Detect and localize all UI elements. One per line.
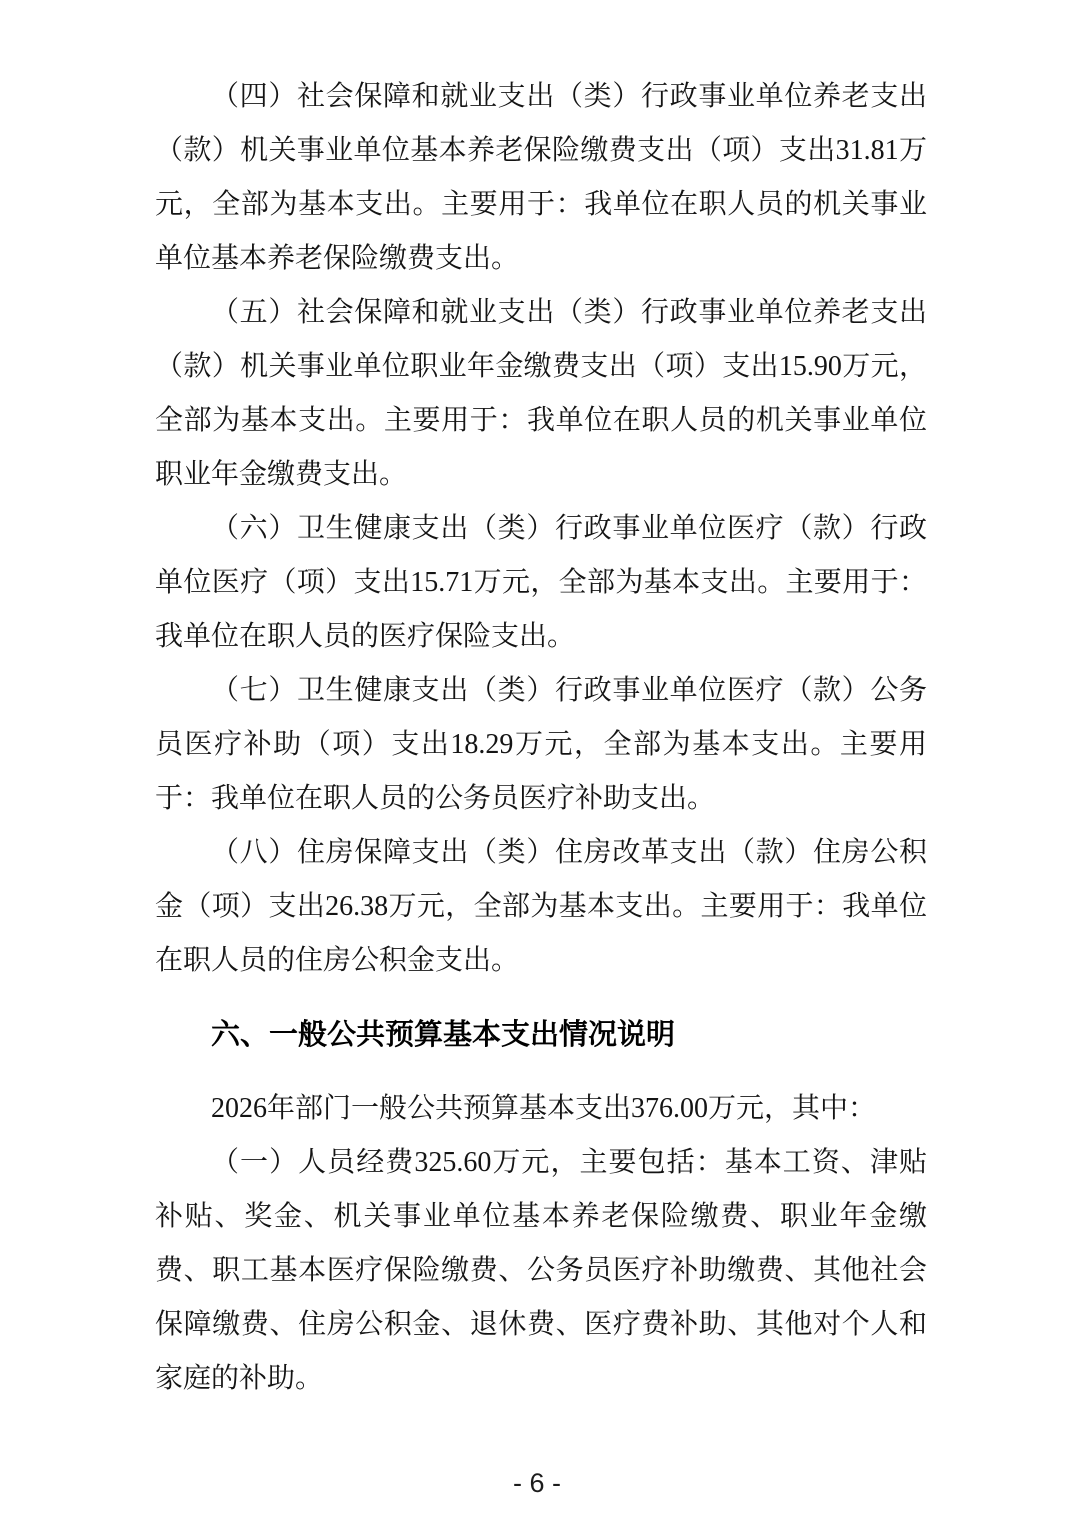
body-paragraph: （八）住房保障支出（类）住房改革支出（款）住房公积金（项）支出26.38万元，全部为基本支出。主要用于：我单位在职人员的住房公积金支出。 — [155, 837, 927, 976]
body-paragraph: （六）卫生健康支出（类）行政事业单位医疗（款）行政单位医疗（项）支出15.71万元，全部为基本支出。主要用于：我单位在职人员的医疗保险支出。 — [155, 513, 927, 652]
section-heading: 六、一般公共预算基本支出情况说明 — [211, 1019, 676, 1051]
body-paragraph: （五）社会保障和就业支出（类）行政事业单位养老支出（款）机关事业单位职业年金缴费支出（项）支出15.90万元，全部为基本支出。主要用于：我单位在职人员的机关事业单位职业年金缴费支出。 — [155, 297, 927, 490]
document-body — [155, 70, 927, 1406]
body-paragraph: （七）卫生健康支出（类）行政事业单位医疗（款）公务员医疗补助（项）支出18.29万元，全部为基本支出。主要用于：我单位在职人员的公务员医疗补助支出。 — [155, 675, 927, 814]
page-number: - 6 - — [512, 1468, 561, 1498]
section-paragraph: （一）人员经费325.60万元，主要包括：基本工资、津贴补贴、奖金、机关事业单位基本养老保险缴费、职业年金缴费、职工基本医疗保险缴费、公务员医疗补助缴费、其他社会保障缴费、住房公积金、退休费、医疗费补助、其他对个人和家庭的补助。 — [155, 1147, 927, 1394]
section-paragraph: 2026年部门一般公共预算基本支出376.00万元，其中： — [211, 1093, 877, 1124]
body-paragraph: （四）社会保障和就业支出（类）行政事业单位养老支出（款）机关事业单位基本养老保险缴费支出（项）支出31.81万元，全部为基本支出。主要用于：我单位在职人员的机关事业单位基本养老保险缴费支出。 — [155, 81, 927, 274]
